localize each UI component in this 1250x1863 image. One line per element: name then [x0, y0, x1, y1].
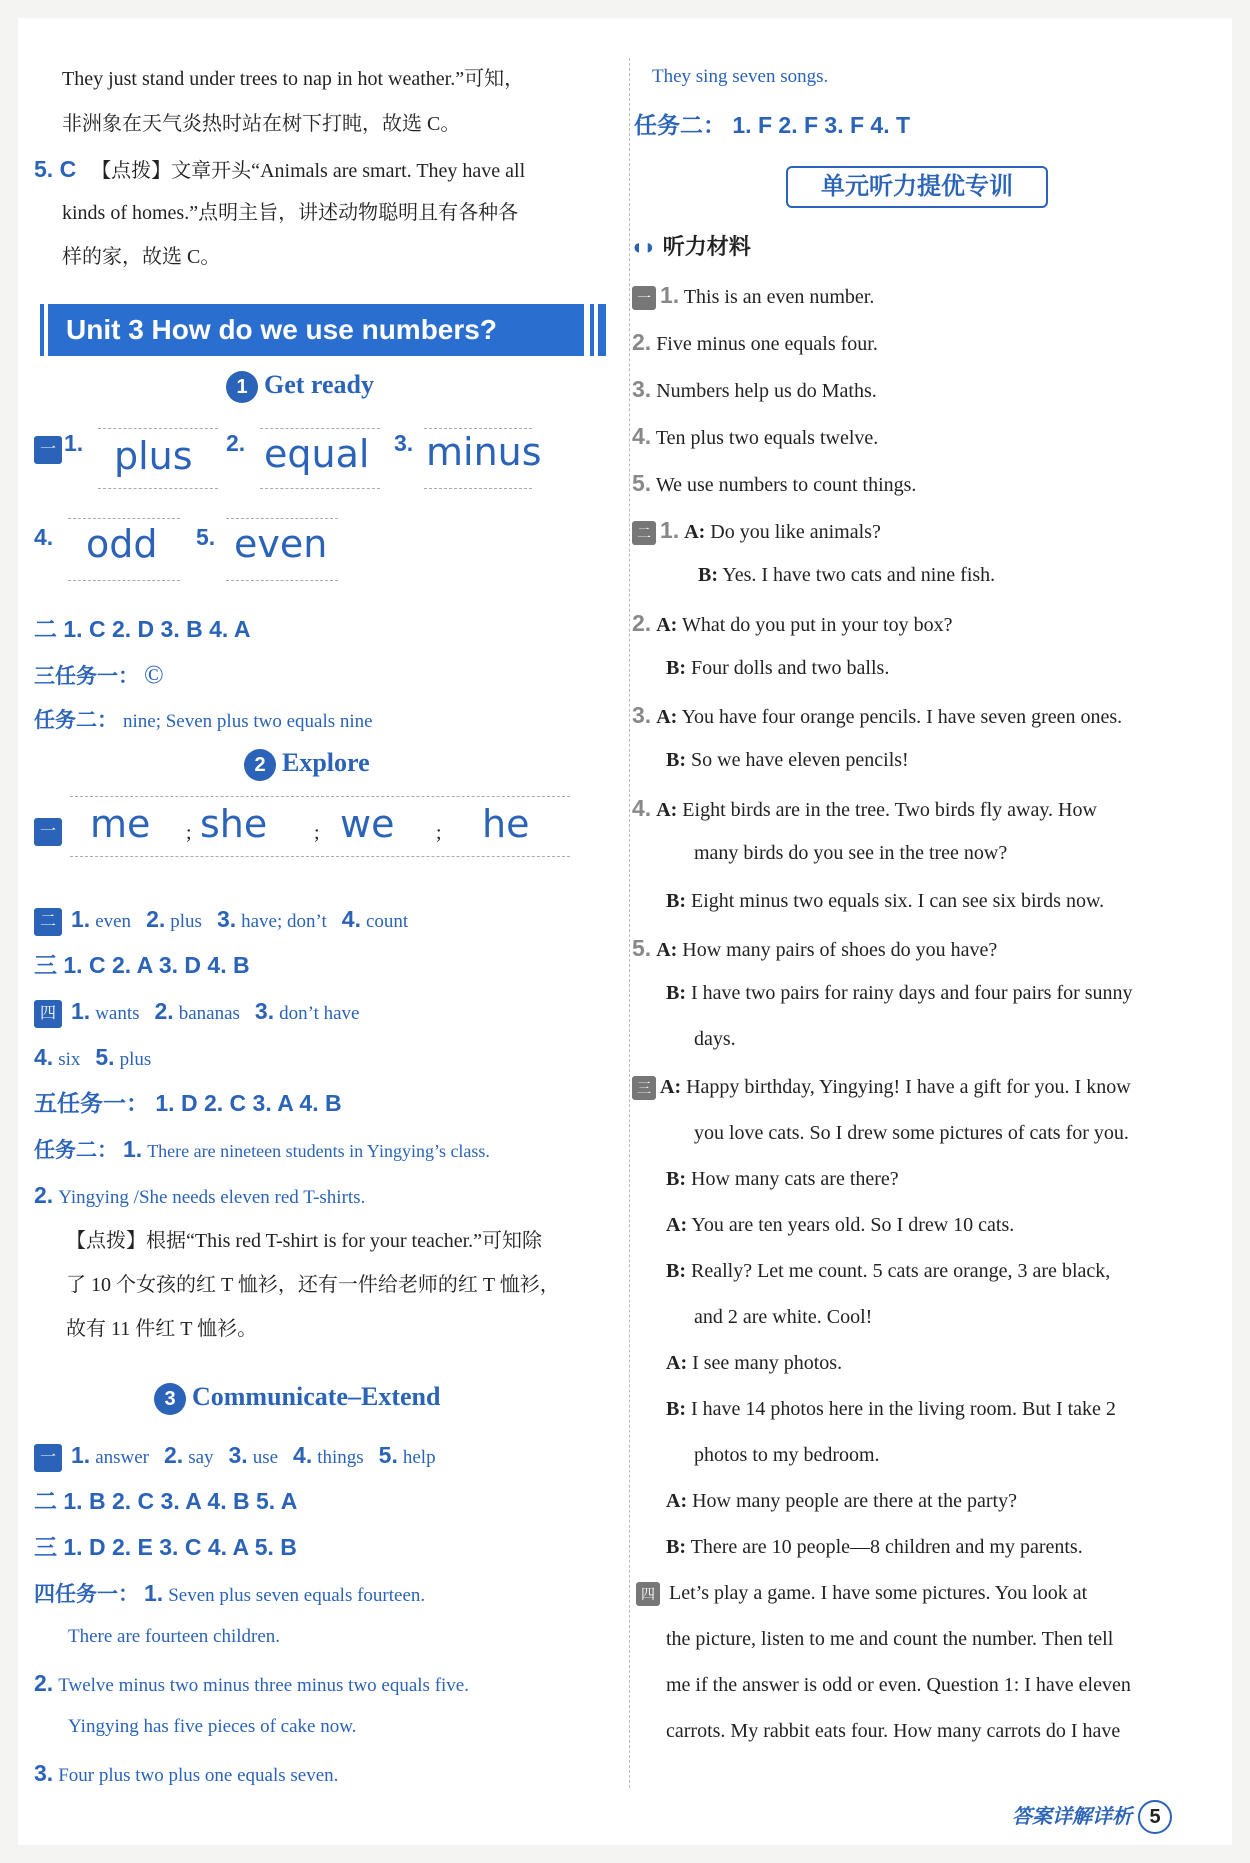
text-line: They just stand under trees to nap in hot weather.”可知， — [62, 68, 525, 90]
listening-line: A: I see many photos. — [666, 1352, 843, 1374]
listening-line: 3. Numbers help us do Maths. — [632, 376, 877, 402]
answer-row: 二 1. B 2. C 3. A 4. B 5. A — [34, 1488, 298, 1514]
item-number: 5. — [196, 524, 216, 550]
answer-row: 2. Twelve minus two minus three minus two equals five. — [34, 1670, 469, 1696]
section-title: Explore — [282, 748, 370, 777]
section-title: Get ready — [264, 370, 374, 399]
listening-line: 4. Ten plus two equals twelve. — [632, 423, 879, 449]
listening-line: many birds do you see in the tree now? — [694, 842, 1008, 864]
answer-text: bananas — [178, 1003, 240, 1024]
answer-text: use — [252, 1447, 279, 1468]
section-marker: 一 — [34, 818, 66, 846]
answer-text: count — [365, 911, 409, 932]
answer-row: 三 1. D 2. E 3. C 4. A 5. B — [34, 1534, 297, 1560]
item-number: 2. — [226, 430, 246, 456]
listening-line: A: How many people are there at the party? — [666, 1490, 1017, 1512]
answer-text: Seven plus seven equals fourteen. — [168, 1585, 426, 1606]
listening-line: 5. A: How many pairs of shoes do you have? — [632, 935, 998, 961]
section-marker: 二 — [632, 521, 656, 545]
listening-line: you love cats. So I drew some pictures of cats for you. — [694, 1122, 1129, 1144]
listening-line: 三 A: Happy birthday, Yingying! I have a gift for you. I know — [632, 1072, 1131, 1102]
listening-line: 5. We use numbers to count things. — [632, 470, 917, 496]
handwritten-answer: odd — [86, 522, 158, 566]
listening-line: B: Four dolls and two balls. — [666, 657, 890, 679]
answer-row: 2. Yingying /She needs eleven red T-shirts. — [34, 1182, 366, 1208]
answer-text: wants — [95, 1003, 140, 1024]
handwritten-answer: she — [200, 802, 268, 846]
answer-text: say — [188, 1447, 214, 1468]
listening-line: A: You are ten years old. So I drew 10 cats. — [666, 1214, 1015, 1236]
section-title: Communicate–Extend — [192, 1382, 441, 1411]
tip-text: 了 10 个女孩的红 T 恤衫，还有一件给老师的红 T 恤衫， — [66, 1274, 560, 1296]
column-divider — [629, 58, 630, 1788]
handwritten-answer: even — [234, 522, 328, 566]
headphones-icon: ◖◗ — [630, 234, 657, 259]
answer-text: © — [144, 660, 164, 689]
section-header-listening: 单元听力提优专训 — [786, 166, 1048, 208]
page-number: 5 — [1138, 1800, 1172, 1834]
section-marker: 四 — [636, 1582, 660, 1606]
listening-line: B: Eight minus two equals six. I can see six birds now. — [666, 890, 1105, 912]
section-marker: 一 — [632, 286, 656, 310]
unit-title-banner — [48, 304, 584, 356]
listening-line: B: I have 14 photos here in the living room. But I take 2 — [666, 1398, 1116, 1420]
listening-line: B: I have two pairs for rainy days and four pairs for sunny — [666, 982, 1133, 1004]
question-number: 5. C — [34, 156, 77, 182]
answer-text: They sing seven songs. — [652, 66, 829, 87]
section-marker: 二 — [34, 908, 62, 936]
listening-line: 2. Five minus one equals four. — [632, 329, 878, 355]
listening-line: 四 Let’s play a game. I have some pictures. You look at — [636, 1578, 1087, 1608]
answer-text: things — [317, 1447, 364, 1468]
listening-line: B: There are 10 people—8 children and my parents. — [666, 1536, 1083, 1558]
handwritten-answer: equal — [264, 432, 370, 476]
listening-line: B: How many cats are there? — [666, 1168, 899, 1190]
listening-line: B: Yes. I have two cats and nine fish. — [698, 564, 996, 586]
answer-row: 任务二： 1. F 2. F 3. F 4. T — [634, 112, 911, 138]
section-heading-get-ready — [226, 370, 374, 403]
listening-line: 2. A: What do you put in your toy box? — [632, 610, 953, 636]
answer-row: 3. Four plus two plus one equals seven. — [34, 1760, 339, 1786]
handwritten-answer: minus — [426, 430, 542, 474]
unit-title: Unit 3 How do we use numbers? — [66, 314, 497, 345]
item-number: 3. — [394, 430, 414, 456]
listening-line: B: Really? Let me count. 5 cats are orange, 3 are black, — [666, 1260, 1111, 1282]
answer-row: 三 1. C 2. A 3. D 4. B — [34, 952, 250, 978]
section-heading-explore — [244, 748, 370, 781]
answer-text: plus — [119, 1049, 152, 1070]
item-number: 1. — [64, 430, 84, 456]
handwritten-answer: we — [340, 802, 395, 846]
answer-row: 4. six 5. plus — [34, 1044, 152, 1070]
listening-line: me if the answer is odd or even. Question 1: I have eleven — [666, 1674, 1131, 1696]
answer-text: answer — [95, 1447, 149, 1468]
handwritten-answer: me — [90, 802, 151, 846]
answer-text: help — [402, 1447, 436, 1468]
section-marker: 三 — [632, 1076, 656, 1100]
section-marker: 一 — [34, 436, 66, 464]
section-number-badge: 2 — [244, 749, 276, 781]
answer-text: plus — [170, 911, 202, 932]
page-footer — [1012, 1800, 1172, 1834]
answer-text: don’t have — [279, 1003, 360, 1024]
listening-line: 一 1. This is an even number. — [632, 280, 874, 312]
listening-material-heading: ◖◗ 听力材料 — [630, 234, 751, 259]
answer-text: There are fourteen children. — [68, 1626, 281, 1647]
text-line: kinds of homes.”点明主旨，讲述动物聪明且有各种各 — [62, 202, 519, 224]
task-label: 三任务一： — [34, 665, 139, 688]
tip-text: 故有 11 件红 T 恤衫。 — [66, 1318, 258, 1340]
section-number-badge: 1 — [226, 371, 258, 403]
answer-page: They just stand under trees to nap in hot weather.”可知， 非洲象在天气炎热时站在树下打盹，故选 C。 5. C 【点拨】文章开头“Animals are smart. They have all kinds of homes.”点明主旨，讲述动物聪明且有各种各 样的家，故选 C。 Unit 3 How do we use numbers? 1 Get ready 一 1. plus 2. equal 3. minus 4. odd 5. even 二 1. C 2. D 3. B 4. A 三任务一： © 任务二： nine; Seven plus two equals nine 2 Explore 一 me ; she ; we ; he 二 1. even 2. plus 3. have; don’t 4. count 三 1. C 2. A 3. D 4. B 四 1. wants 2. bananas 3. don’t have 4. six 5. plus 五任务一： 1. D 2. C 3. A 4. B 任务二： 1. There are nineteen students in Yingying’s class. 2. Yingying /She needs eleven red T-shirts. 【点拨】根据“This red T-shirt is for your teacher.”可知除 了 10 个女孩的红 T 恤衫，还有一件给老师的红 T 恤衫， 故有 11 件红 T 恤衫。 3 Communicate–Extend 一 1. answer 2. say 3. use 4. things 5. help 二 1. B 2. C 3. A 4. B 5. A 三 1. D 2. E 3. C 4. A 5. B 四任务一： 1. Seven plus seven equals fourteen. There are fourteen children. 2. Twelve minus two minus three minus two equals five. Yingying has five pieces of cake now. 3. Four plus two plus one equals seven. They sing seven songs. 任务二： 1. F 2. F 3. F 4. T 单元听力提优专训 ◖◗ 听力材料 一 1. This is an even number. 2. Five minus one equals four. 3. Numbers help us do Maths. 4. Ten plus two equals twelve. 5. We use numbers to count things. 二 1. A: Do you like animals? B: Yes. I have two cats and nine fish. 2. A: What do you put in your toy box? B: Four dolls and two balls. 3. A: You have four orange pencils. I have seven green ones. B: So we have eleven pencils! 4. A: Eight birds are in the tree. Two birds fly away. How many birds do you see in the tree now? B: Eight minus two equals six. I can see six birds now. 5. A: How many pairs of shoes do you have? B: I have two pairs for rainy days and four pairs for sunny days. 三 A: Happy birthday, Yingying! I have a gift for you. I know you love cats. So I drew some pictures of cats for you. B: How many cats are there? A: You are ten years old. So I drew 10 cats. B: Really? Let me count. 5 cats are orange, 3 are black, and 2 are white. Cool! A: I see many photos. B: I have 14 photos here in the living room. But I take 2 photos to my bedroom. A: How many people are there at the party? B: There are 10 people—8 children and my parents. 四 Let’s play a game. I have some pictures. You look at the picture, listen to me and count the number. Then tell me if the answer is odd or even. Question 1: I have eleven carrots. My rabbit eats four. How many carrots do I have 答案详解详析 5 — [18, 18, 1232, 1845]
answer-row: 四任务一： 1. Seven plus seven equals fourteen. — [34, 1580, 426, 1606]
task-label: 四任务一： — [34, 1583, 139, 1606]
listening-line: the picture, listen to me and count the number. Then tell — [666, 1628, 1114, 1650]
section-heading-communicate-extend — [154, 1382, 440, 1415]
listening-line: 4. A: Eight birds are in the tree. Two birds fly away. How — [632, 795, 1097, 821]
section-marker: 一 — [34, 1444, 62, 1472]
listening-line: B: So we have eleven pencils! — [666, 749, 909, 771]
answer-text: Twelve minus two minus three minus two equals five. — [58, 1675, 469, 1696]
answer-row: 一 1. answer 2. say 3. use 4. things 5. help — [34, 1440, 436, 1473]
handwritten-answer: plus — [114, 434, 193, 478]
answer-text: Yingying has five pieces of cake now. — [68, 1716, 357, 1737]
tip-text: 【点拨】文章开头“Animals are smart. They have all — [91, 160, 526, 182]
tip-text: 【点拨】根据“This red T-shirt is for your teacher.”可知除 — [66, 1230, 543, 1252]
item-number: 4. — [34, 524, 54, 550]
listening-line: 二 1. A: Do you like animals? — [632, 515, 881, 547]
listening-line: 3. A: You have four orange pencils. I have seven green ones. — [632, 702, 1123, 728]
answer-text: nine; Seven plus two equals nine — [123, 711, 373, 732]
listening-line: and 2 are white. Cool! — [694, 1306, 873, 1328]
answer-row: 四 1. wants 2. bananas 3. don’t have — [34, 996, 359, 1029]
footer-label: 答案详解详析 — [1012, 1806, 1132, 1828]
answer-row: 二 1. even 2. plus 3. have; don’t 4. count — [34, 904, 408, 937]
answer-row: 任务二： 1. There are nineteen students in Yingying’s class. — [34, 1136, 490, 1162]
text-line: 非洲象在天气炎热时站在树下打盹，故选 C。 — [62, 113, 461, 135]
task-label: 任务二： — [34, 709, 118, 732]
answer-text: even — [95, 911, 132, 932]
task-label: 任务二： — [34, 1139, 118, 1162]
answer-text: have; don’t — [241, 911, 327, 932]
listening-line: days. — [694, 1028, 736, 1050]
section-marker: 四 — [34, 1000, 62, 1028]
answer-text: Yingying /She needs eleven red T-shirts. — [58, 1187, 366, 1208]
listening-line: carrots. My rabbit eats four. How many carrots do I have — [666, 1720, 1121, 1742]
answer-text: There are nineteen students in Yingying’s class. — [147, 1141, 490, 1161]
answer-row: 五任务一： 1. D 2. C 3. A 4. B — [34, 1090, 342, 1116]
listening-line: photos to my bedroom. — [694, 1444, 880, 1466]
answer-text: Four plus two plus one equals seven. — [58, 1765, 339, 1786]
section-number-badge: 3 — [154, 1383, 186, 1415]
answer-row: 二 1. C 2. D 3. B 4. A — [34, 616, 251, 642]
answer-text: six — [58, 1049, 81, 1070]
text-line: 样的家，故选 C。 — [62, 246, 221, 268]
handwritten-answer: he — [482, 802, 530, 846]
